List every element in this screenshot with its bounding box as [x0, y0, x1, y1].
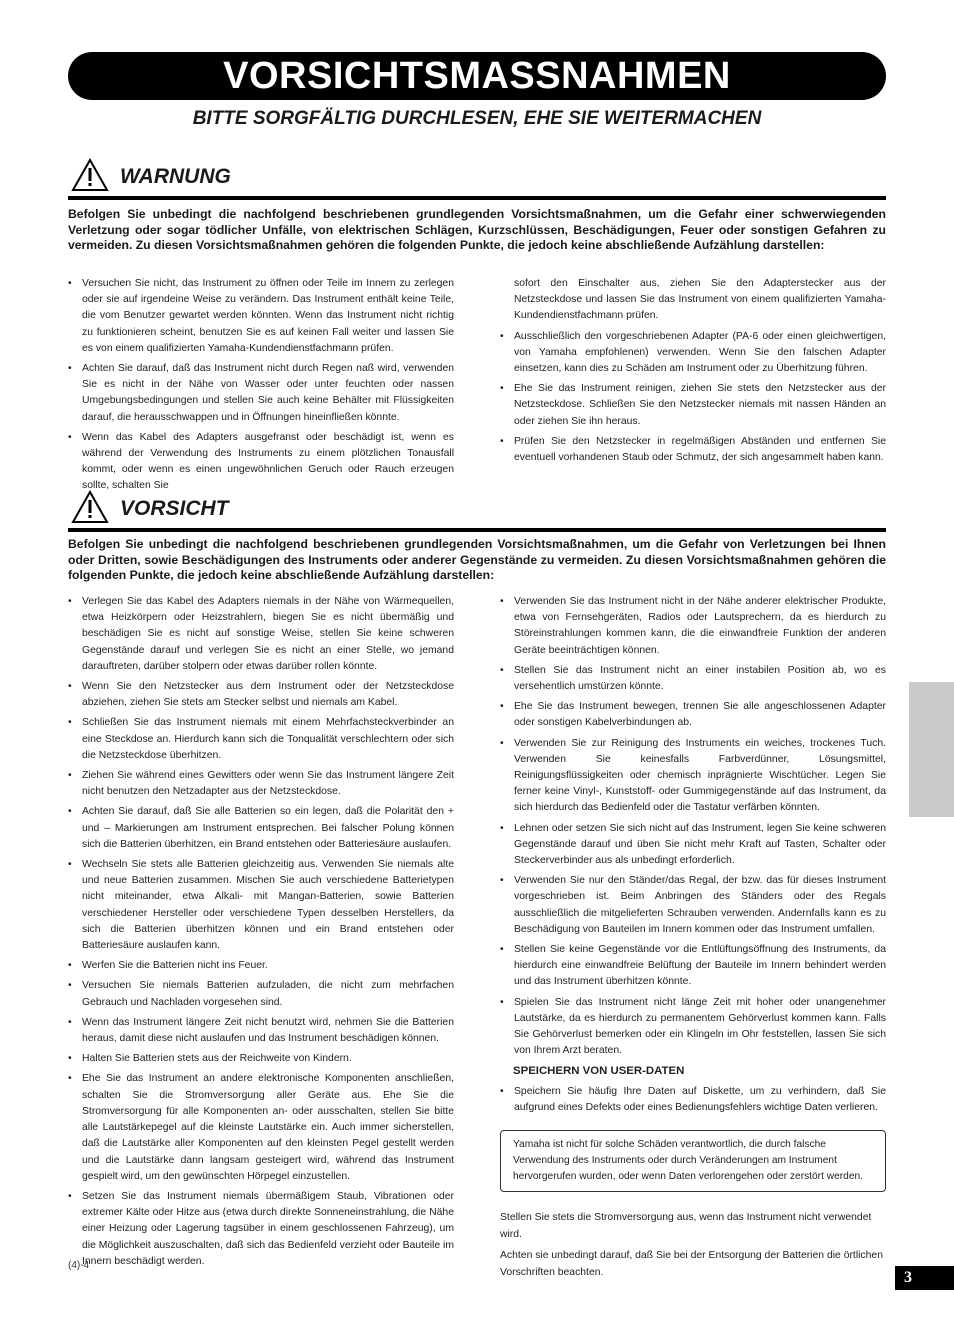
list-item: • Versuchen Sie nicht, das Instrument zu öffnen oder Teile im Innern zu zerlegen oder sie auf irgendeine Weise zu verändern. Das Instrument enthält keine Teile, die vom Benutzer gewartet werden könnten. Wenn das Instrument nicht richtig zu funktionieren scheint, benutzen Sie es auf keinen Fall weiter und lassen Sie es von einem qualifizierten Yamaha-Kundendienstfachmann prüfen. — [68, 276, 454, 357]
list-item: • Schließen Sie das Instrument niemals mit einem Mehrfachsteckverbinder an eine Steckdose an. Hierdurch kann sich die Tonqualität verschlechtern oder sich die Netzsteckdose überhitzen. — [68, 715, 454, 764]
list-item: • Spielen Sie das Instrument nicht länge Zeit mit hoher oder unangenehmer Lautstärke, da es hierdurch zu permanentem Gehörverlust kommen kann. Falls Sie Gehörverlust bemerken oder ein Klingeln im Ohr feststellen, lassen Sie sich von Ihrem Arzt beraten. — [500, 995, 886, 1060]
vorsicht-heading — [68, 490, 886, 524]
vorsicht-rule — [68, 528, 886, 532]
section-tab — [909, 682, 954, 817]
list-item: • Ausschließlich den vorgeschriebenen Adapter (PA-6 oder einen gleichwertigen, von Yamaha empfohlenen) verwenden. Wenn Sie den falschen Adapter einsetzen, kann dies zu Schäden am Instrument oder zu Überhitzung führen. — [500, 329, 886, 378]
list-item: • Versuchen Sie niemals Batterien aufzuladen, die nicht zum mehrfachen Gebrauch und Nachladen vorgesehen sind. — [68, 978, 454, 1010]
list-item: • Stellen Sie das Instrument nicht an einer instabilen Position ab, wo es versehentlich umstürzen könnte. — [500, 663, 886, 695]
list-item: • Ehe Sie das Instrument an andere elektronische Komponenten anschließen, schalten Sie die Stromversorgung aller Geräte aus. Ehe Sie die Stromversorgung für alle Komponenten an- oder ausschalten, stellen Sie bitte alle Lautstärkepegel auf die kleinste Lautstärke ein. Auch immer sicherstellen, daß die Lautstärke aller Komponenten auf den kleinsten Pegel gestellt werden und die Lautstärke dann langsam gesteigert wird, während das Instrument gespielt wird, um den gewünschten Hörpegel einzustellen. — [68, 1071, 454, 1184]
list-item: • Achten Sie darauf, daß das Instrument nicht durch Regen naß wird, verwenden Sie es nicht in der Nähe von Wasser oder unter feuchten oder nassen Umgebungsbedingungen und stellen Sie auch keine Behälter mit Flüssigkeiten darauf, die herausschwappen und in Öffnungen hineinfließen könnte. — [68, 361, 454, 426]
closing-note: Stellen Sie stets die Stromversorgung aus, wenn das Instrument nicht verwendet wird. — [500, 1212, 872, 1240]
list-item: • Ehe Sie das Instrument reinigen, ziehen Sie stets den Netzstecker aus der Netzsteckdose. Schließen Sie den Netzstecker niemals mit nassen Händen an oder ziehen Sie ihn heraus. — [500, 381, 886, 430]
list-item: • Ziehen Sie während eines Gewitters oder wenn Sie das Instrument längere Zeit nicht benutzen den Netzadapter aus der Netzsteckdose. — [68, 768, 454, 800]
list-item: • Lehnen oder setzen Sie sich nicht auf das Instrument, legen Sie keine schweren Gegenstände darauf und üben Sie nicht mehr Kraft auf Tasten, Schalter oder Steckerverbinder aus als unbedingt erforderlich. — [500, 821, 886, 870]
closing-note: Achten sie unbedingt darauf, daß Sie bei der Entsorgung der Batterien die örtlichen Vorschriften beachten. — [500, 1250, 883, 1278]
warnung-heading — [68, 158, 886, 192]
list-item: • Ehe Sie das Instrument bewegen, trennen Sie alle angeschlossenen Adapter oder sonstigen Kabelverbindungen ab. — [500, 699, 886, 731]
list-item: • Speichern Sie häufig Ihre Daten auf Diskette, um zu verhindern, daß Sie aufgrund eines Defekts oder eines Bedienungsfehlers wichtige Daten verlieren. — [500, 1084, 886, 1116]
list-item: • Werfen Sie die Batterien nicht ins Feuer. — [68, 958, 454, 974]
warnung-intro: Befolgen Sie unbedingt die nachfolgend beschriebenen grundlegenden Vorsichtsmaßnahmen, um die Gefahr einer schwerwiegenden Verletzung oder sogar tödlicher Unfälle, von elektrischen Schlägen, Kurzschlüssen, Beschädigungen, Feuer oder sonstigen Gefahren zu vermeiden. Zu diesen Vorsichtsmaßnahmen gehören die folgenden Punkte, die jedoch keine abschließende Aufzählung darstellen: — [68, 207, 886, 252]
list-item: • Wechseln Sie stets alle Batterien gleichzeitig aus. Verwenden Sie niemals alte und neue Batterien zusammen. Mischen Sie auch verschiedene Batterietypen nicht miteinander, etwa Alkali- mit Mangan-Batterien, sowie Batterien verschiedener Hersteller oder verschiedene Typen desselben Herstellers, da sich die Batterien überhitzen können und ein Brand entstehen oder Batteriesäure auslaufen kann. — [68, 857, 454, 954]
warnung-left-column — [68, 276, 454, 499]
list-item: • Prüfen Sie den Netzstecker in regelmäßigen Abständen und entfernen Sie eventuell vorhandenen Staub oder Schmutz, der sich angesammelt haben kann. — [500, 434, 886, 466]
list-item: • Wenn das Instrument längere Zeit nicht benutzt wird, nehmen Sie die Batterien heraus, damit diese nicht auslaufen und das Instrument beschädigen können. — [68, 1015, 454, 1047]
page-number: 3 — [895, 1266, 954, 1290]
page-code: (4)-4 — [68, 1260, 90, 1271]
warning-triangle-icon — [71, 490, 109, 524]
list-item: • Verwenden Sie nur den Ständer/das Regal, der bzw. das für dieses Instrument vorgeschrieben ist. Beim Anbringen des Ständers oder des Regals ausschließlich die mitgelieferten Schrauben verwenden. Andernfalls kann es zu Beschädigung von Bauteilen im Innern kommen oder das Instrument umfallen. — [500, 873, 886, 938]
vorsicht-left-column — [68, 594, 454, 1274]
warnung-rule — [68, 196, 886, 200]
page-title: VORSICHTSMASSNAHMEN — [68, 52, 886, 100]
list-item: • Verwenden Sie das Instrument nicht in der Nähe anderer elektrischer Produkte, etwa von Fernsehgeräten, Radios oder Lautsprechern, da es hierdurch zu Störeinstrahlungen kommen kann, die die einwandfreie Funktion der anderen Geräte beeinträchtigen können. — [500, 594, 886, 659]
list-item: • Halten Sie Batterien stets aus der Reichweite von Kindern. — [68, 1051, 454, 1067]
list-item: • Wenn Sie den Netzstecker aus dem Instrument oder der Netzsteckdose abziehen, ziehen Sie stets am Stecker selbst und niemals am Kabel. — [68, 679, 454, 711]
vorsicht-right-column — [500, 594, 886, 1286]
list-item: • Verlegen Sie das Kabel des Adapters niemals in der Nähe von Wärmequellen, etwa Heizkörpern oder Heizstrahlern, biegen Sie es nicht übermäßig und beschädigen Sie es nicht auf sonstige Weise, stellen Sie keine schweren Gegenstände darauf und verlegen Sie es nicht an einer Stelle, wo jemand darauftreten, darüber stolpern oder etwas darüber rollen könnte. — [68, 594, 454, 675]
list-item: • Setzen Sie das Instrument niemals übermäßigem Staub, Vibrationen oder extremer Kälte oder Hitze aus (etwa durch direkte Sonneneinstrahlung, die Nähe einer Heizung oder Lagerung tagsüber in einem geschlossenen Fahrzeug), um die Möglichkeit auszuschalten, daß sich das Bedienfeld verzieht oder Bauteile im Innern beschädigt werden. — [68, 1189, 454, 1270]
vorsicht-intro: Befolgen Sie unbedingt die nachfolgend beschriebenen grundlegenden Vorsichtsmaßnahmen, um die Gefahr von Verletzungen bei Ihnen oder Dritten, sowie Beschädigungen des Instruments oder anderer Gegenstände zu vermeiden. Zu diesen Vorsichtsmaßnahmen gehören die folgenden Punkte, die jedoch keine abschließende Aufzählung darstellen: — [68, 537, 886, 582]
list-item: • Stellen Sie keine Gegenstände vor die Entlüftungsöffnung des Instruments, da hierdurch eine einwandfreie Belüftung der Bauteile im Innern behindert werden und das Instrument überhitzen könnte. — [500, 942, 886, 991]
warning-triangle-icon — [71, 158, 109, 192]
warnung-right-column — [500, 276, 886, 470]
list-item-continuation: sofort den Einschalter aus, ziehen Sie den Adapterstecker aus der Netzsteckdose und lassen Sie das Instrument von einem qualifizierten Yamaha-Kundendienstfachmann prüfen. — [514, 278, 886, 322]
list-item: • Verwenden Sie zur Reinigung des Instruments ein weiches, trockenes Tuch. Verwenden Sie keinesfalls Farbverdünner, Lösungsmittel, Reinigungsflüssigkeiten oder chemisch inprägnierte Wischtücher. Legen Sie ferner keine Vinyl-, Kunststoff- oder Gummigegenstände auf das Instrument, da sich hierdurch das Bedienfeld oder die Tastatur verfärben könnten. — [500, 736, 886, 817]
page-subtitle: BITTE SORGFÄLTIG DURCHLESEN, EHE SIE WEITERMACHEN — [192, 108, 762, 129]
warnung-label: WARNUNG — [120, 165, 231, 188]
list-item: • Achten Sie darauf, daß Sie alle Batterien so ein legen, daß die Polarität den + und – Markierungen am Instrument entsprechen. Bei falscher Polung können sich die Batterien überhitzen, ein Brand entstehen oder Batteriesäure auslaufen. — [68, 804, 454, 853]
vorsicht-label: VORSICHT — [120, 497, 229, 520]
user-data-heading: SPEICHERN VON USER-DATEN — [513, 1065, 685, 1078]
disclaimer-box: Yamaha ist nicht für solche Schäden verantwortlich, die durch falsche Verwendung des Instruments oder durch Veränderungen am Instrument hervorgerufen wurden, oder wenn Daten verlorengehen oder zerstört werden. — [500, 1130, 886, 1192]
list-item: • Wenn das Kabel des Adapters ausgefranst oder beschädigt ist, wenn es während der Verwendung des Instruments zu einem plötzlichen Tonausfall kommt, oder wenn es einen ungewöhnlichen Geruch oder Rauch erzeugen sollte, schalten Sie — [68, 430, 454, 495]
